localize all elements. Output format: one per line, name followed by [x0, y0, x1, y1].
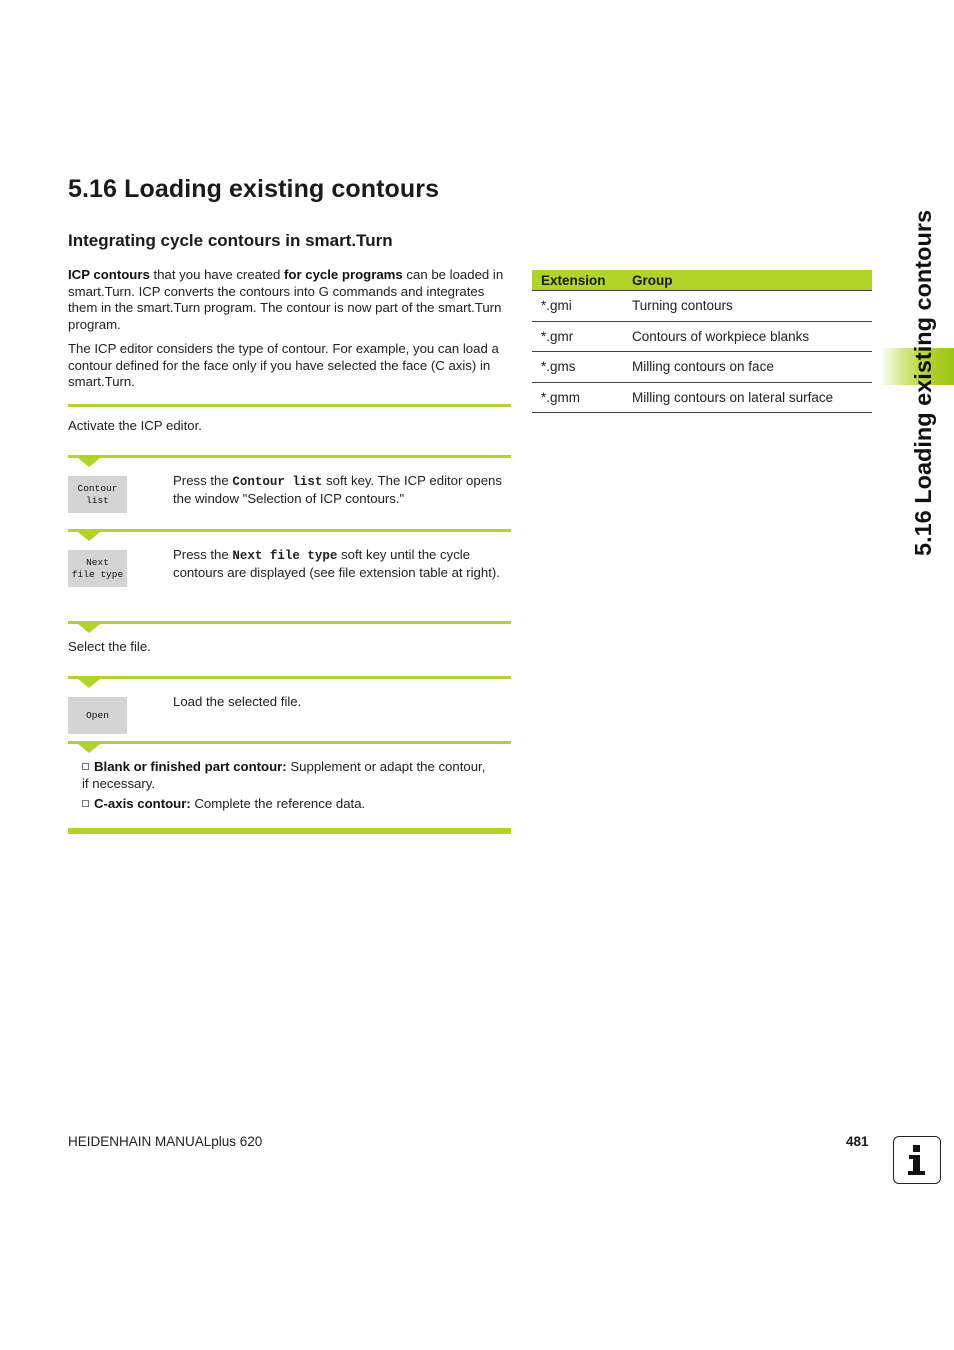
table-cell-group: Milling contours on lateral surface	[623, 382, 872, 413]
table-cell-extension: *.gmr	[532, 321, 623, 352]
divider-bar	[68, 621, 511, 624]
info-glyph-icon	[894, 1137, 939, 1182]
intro-paragraph-2: The ICP editor considers the type of contour. For example, you can load a contour defined for the face only if you have selected the face (C axis) in smart.Turn.	[68, 341, 499, 389]
divider-bar	[68, 455, 511, 458]
step-1-pre: Press the	[173, 473, 233, 488]
table-cell-group: Turning contours	[623, 291, 872, 322]
bullet-bold: C-axis contour:	[94, 796, 191, 811]
table-row	[532, 382, 872, 413]
step-3-text: Load the selected file.	[173, 694, 302, 709]
square-bullet-icon	[82, 800, 89, 807]
bullet-item	[82, 796, 492, 813]
arrow-down-icon	[78, 679, 100, 688]
section-heading: Integrating cycle contours in smart.Turn	[68, 231, 393, 250]
next-file-type-softkey[interactable]: Next file type	[68, 550, 127, 587]
file-extension-table	[532, 270, 872, 413]
arrow-down-icon	[78, 532, 100, 541]
table-row	[532, 352, 872, 383]
table-row	[532, 321, 872, 352]
side-chapter-title: 5.16 Loading existing contours	[910, 209, 936, 556]
step-select: Select the file.	[68, 639, 151, 654]
divider-bar	[68, 404, 511, 407]
section-end-bar	[68, 828, 511, 834]
step-1-text	[173, 473, 503, 507]
table-cell-extension: *.gmi	[532, 291, 623, 322]
intro-bold-2: for cycle programs	[284, 267, 403, 282]
step-2-key: Next file type	[232, 549, 338, 563]
divider-bar	[68, 676, 511, 679]
step-activate: Activate the ICP editor.	[68, 418, 202, 433]
table-row	[532, 291, 872, 322]
open-softkey[interactable]: Open	[68, 697, 127, 734]
table-header-extension: Extension	[532, 270, 623, 291]
intro-bold-1: ICP contours	[68, 267, 150, 282]
page-number: 481	[846, 1134, 869, 1149]
step-1-key: Contour list	[232, 475, 323, 489]
intro-text-1: that you have created	[149, 267, 284, 282]
step-2-post: soft key until the cycle contours are displayed (see file extension table at right).	[173, 547, 500, 580]
contour-list-softkey[interactable]: Contour list	[68, 476, 127, 513]
intro-text-2: can be loaded in smart.Turn. ICP converts the contours into G commands and integrates them in the smart.Turn program. The contour is now part of the smart.Turn program.	[68, 267, 504, 332]
info-icon	[893, 1136, 941, 1184]
arrow-down-icon	[78, 458, 100, 467]
bullet-item	[82, 759, 492, 792]
bullet-text: Supplement or adapt the contour, if necessary.	[82, 759, 486, 791]
arrow-down-icon	[78, 624, 100, 633]
square-bullet-icon	[82, 763, 89, 770]
table-header-group: Group	[623, 270, 872, 291]
step-2-pre: Press the	[173, 547, 233, 562]
step-2-text	[173, 547, 503, 581]
table-cell-group: Milling contours on face	[623, 352, 872, 383]
bullet-text: Complete the reference data.	[190, 796, 366, 811]
table-header-row	[532, 270, 872, 291]
arrow-down-icon	[78, 744, 100, 753]
page-title: 5.16 Loading existing contours	[68, 175, 440, 203]
divider-bar	[68, 529, 511, 532]
table-cell-extension: *.gms	[532, 352, 623, 383]
intro-paragraph-1	[68, 267, 511, 333]
footer-manual-name: HEIDENHAIN MANUALplus 620	[68, 1134, 263, 1149]
table-cell-extension: *.gmm	[532, 382, 623, 413]
bullet-bold: Blank or finished part contour:	[94, 759, 287, 774]
divider-bar	[68, 741, 511, 744]
step-1-post: soft key. The ICP editor opens the window "Selection of ICP contours."	[173, 473, 502, 506]
table-cell-group: Contours of workpiece blanks	[623, 321, 872, 352]
